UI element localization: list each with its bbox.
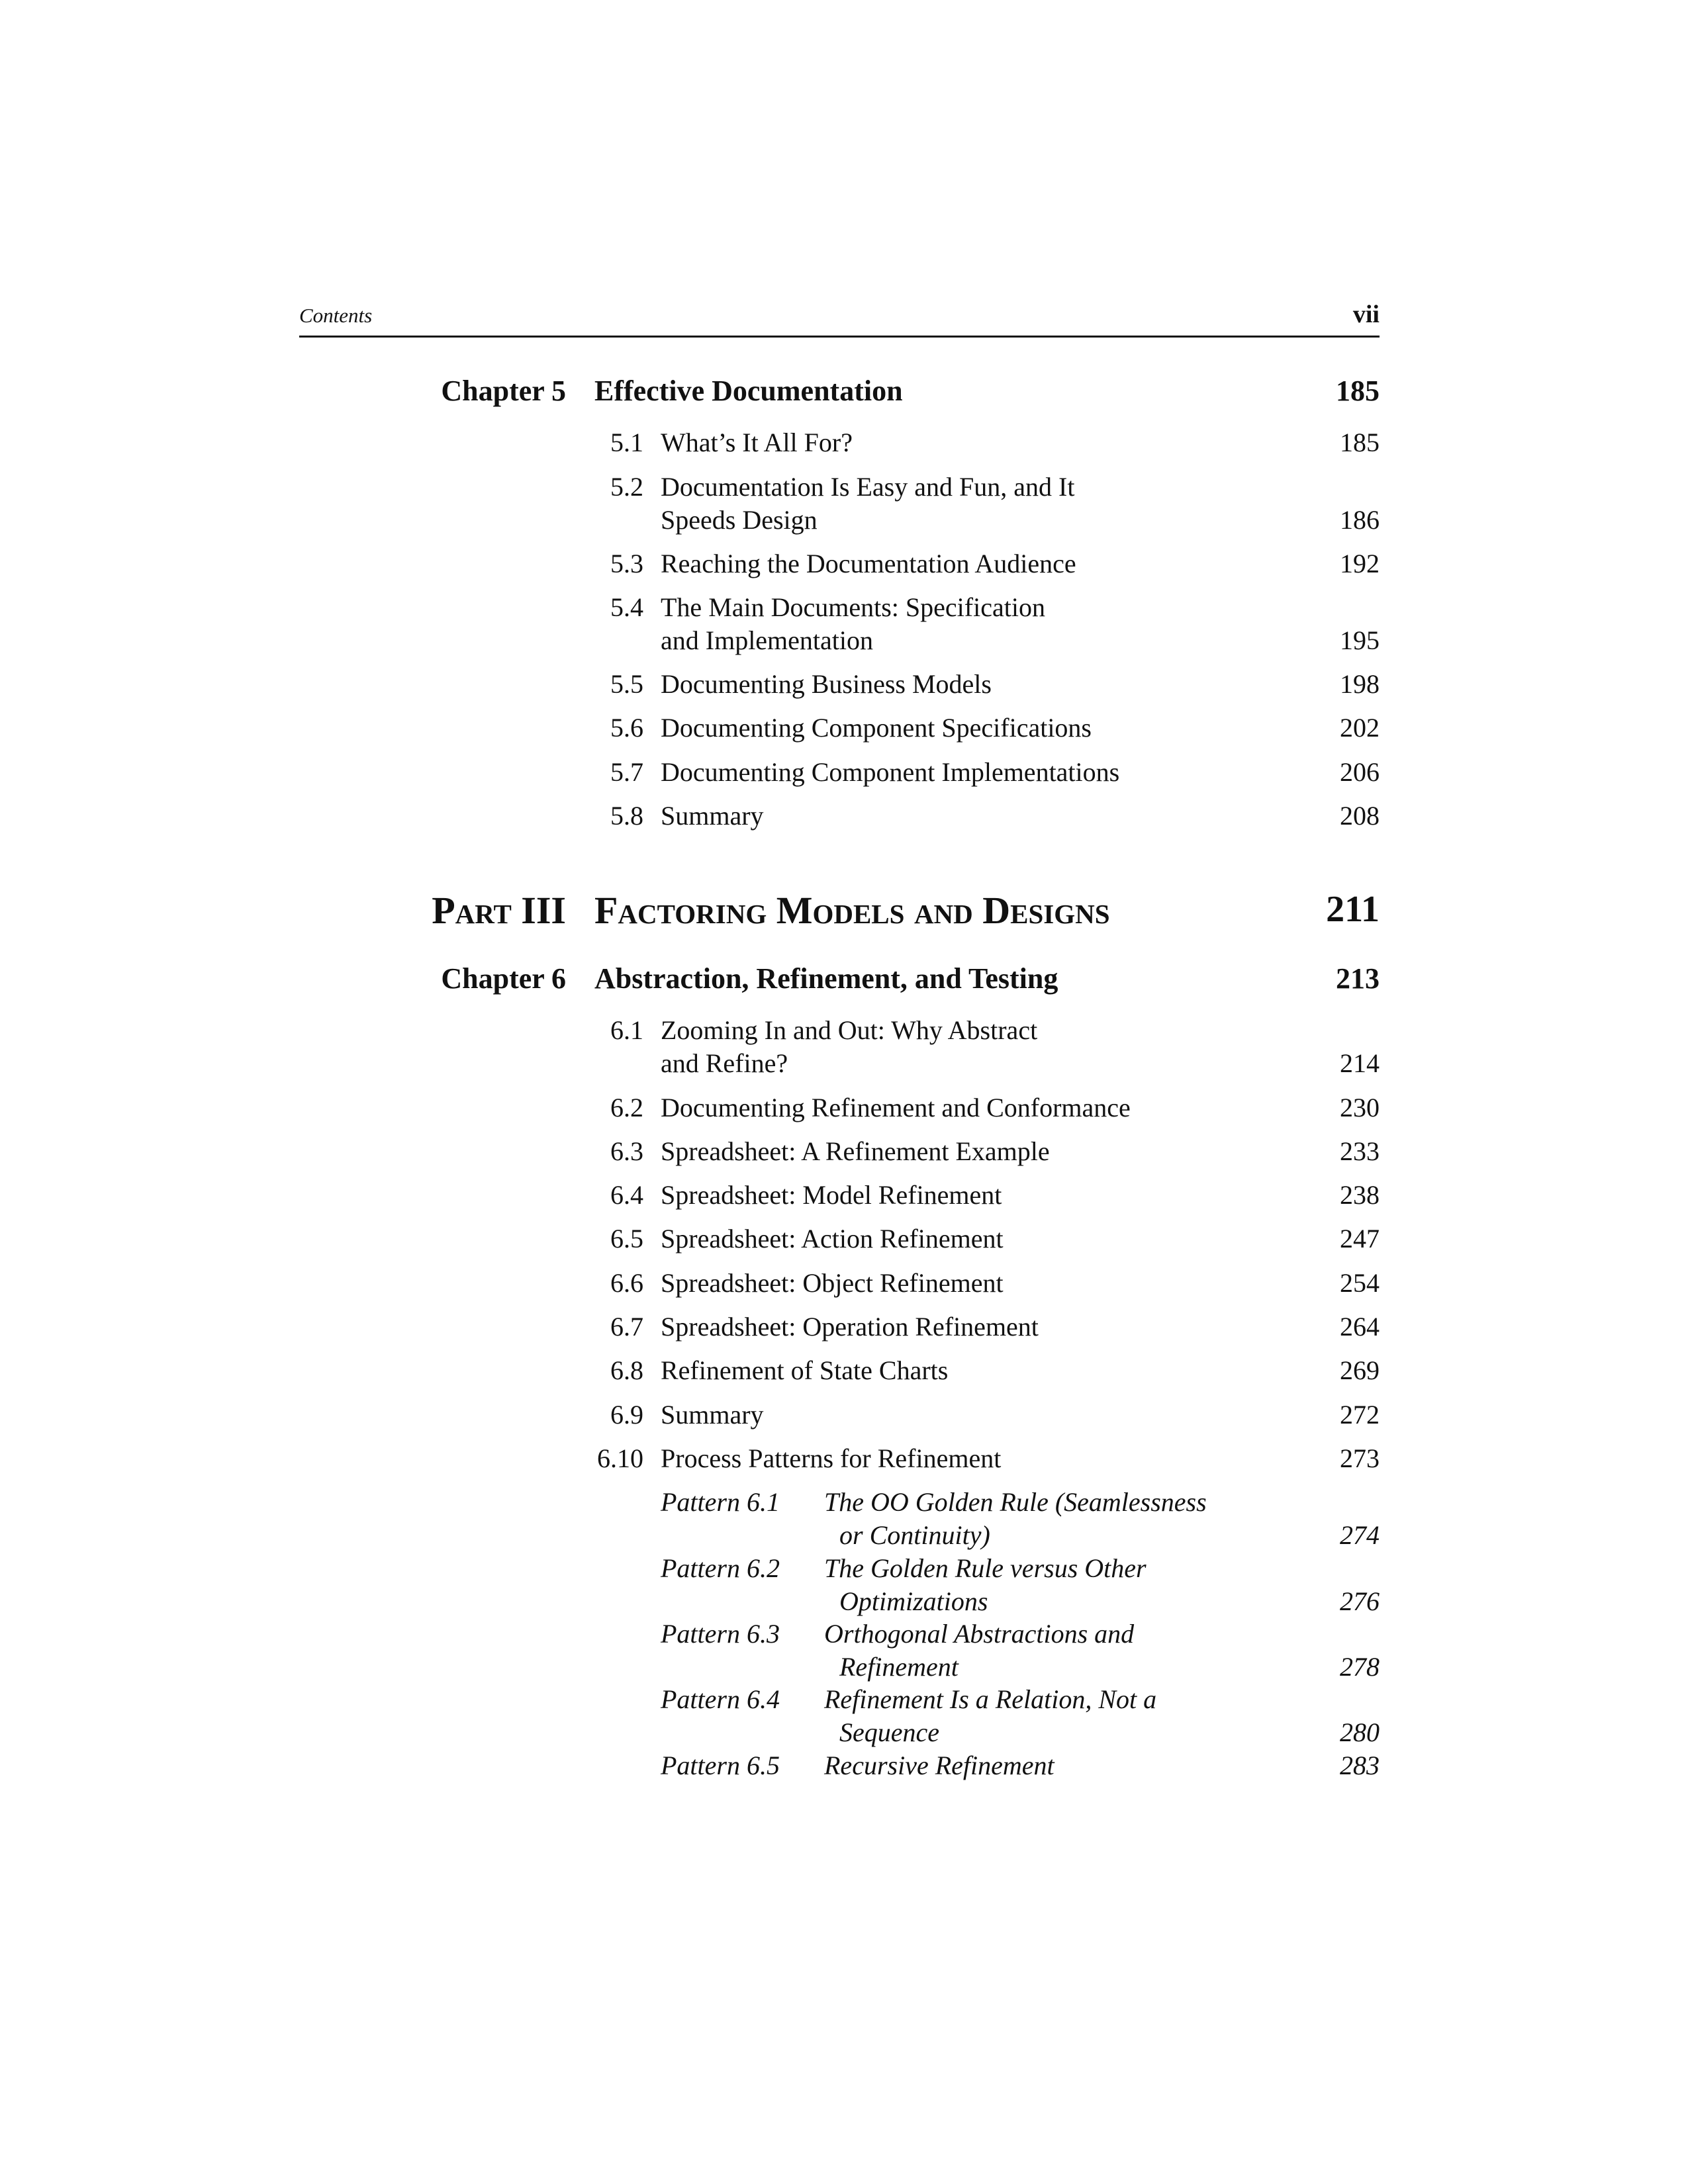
pattern-title-continued: Optimizations: [839, 1586, 988, 1616]
pattern-label: Pattern 6.3: [661, 1619, 780, 1649]
pattern-label: Pattern 6.2: [661, 1553, 780, 1583]
section-title: Documenting Component Implementations: [661, 757, 1120, 787]
section-title: Documenting Business Models: [661, 669, 992, 699]
pattern-title: Recursive Refinement: [824, 1751, 1055, 1780]
section-title: Reaching the Documentation Audience: [661, 549, 1076, 578]
section-title-continued: Speeds Design: [661, 505, 818, 535]
part-label: Part III: [432, 889, 566, 932]
section-title: Documenting Refinement and Conformance: [661, 1093, 1131, 1122]
section-number: 5.4: [610, 592, 643, 622]
section-page: 185: [1340, 428, 1380, 457]
chapter-page: 185: [1336, 375, 1380, 407]
section-number: 5.5: [610, 669, 643, 699]
running-header: [299, 301, 1380, 338]
section-number: 5.6: [610, 713, 643, 743]
section-number: 6.2: [610, 1093, 643, 1122]
section-page: 230: [1340, 1093, 1380, 1122]
section-page: 195: [1340, 625, 1380, 655]
section-page: 202: [1340, 713, 1380, 743]
section-title: Documentation Is Easy and Fun, and It: [661, 472, 1075, 502]
pattern-title-continued: or Continuity): [839, 1520, 990, 1550]
pattern-title: Orthogonal Abstractions and: [824, 1619, 1135, 1649]
section-number: 5.7: [610, 757, 643, 787]
section-title: Spreadsheet: Operation Refinement: [661, 1312, 1039, 1342]
section-page: 186: [1340, 505, 1380, 535]
section-title: Spreadsheet: Object Refinement: [661, 1268, 1004, 1298]
pattern-page: 278: [1340, 1652, 1380, 1682]
section-number: 5.1: [610, 428, 643, 457]
section-title: Summary: [661, 1400, 764, 1430]
section-number: 6.3: [610, 1136, 643, 1166]
section-page: 247: [1340, 1224, 1380, 1253]
section-page: 198: [1340, 669, 1380, 699]
pattern-title: Refinement Is a Relation, Not a: [824, 1684, 1157, 1714]
section-number: 5.2: [610, 472, 643, 502]
section-page: 264: [1340, 1312, 1380, 1342]
section-page: 208: [1340, 801, 1380, 831]
section-page: 214: [1340, 1048, 1380, 1078]
section-page: 273: [1340, 1443, 1380, 1473]
section-number: 5.3: [610, 549, 643, 578]
running-header-title: Contents: [299, 304, 373, 327]
pattern-label: Pattern 6.1: [661, 1487, 780, 1517]
pattern-page: 276: [1340, 1586, 1380, 1616]
chapter-label: Chapter 5: [441, 375, 566, 407]
section-title: Process Patterns for Refinement: [661, 1443, 1002, 1473]
section-title: Spreadsheet: A Refinement Example: [661, 1136, 1050, 1166]
pattern-title-continued: Refinement: [839, 1652, 959, 1682]
section-number: 5.8: [610, 801, 643, 831]
section-page: 269: [1340, 1355, 1380, 1385]
section-page: 254: [1340, 1268, 1380, 1298]
section-number: 6.7: [610, 1312, 643, 1342]
section-page: 272: [1340, 1400, 1380, 1430]
section-number: 6.8: [610, 1355, 643, 1385]
section-number: 6.10: [597, 1443, 643, 1473]
pattern-title: The OO Golden Rule (Seamlessness: [824, 1487, 1207, 1517]
section-title: Spreadsheet: Model Refinement: [661, 1180, 1002, 1210]
pattern-label: Pattern 6.4: [661, 1684, 780, 1714]
page-number: vii: [1352, 300, 1380, 328]
section-title: Refinement of State Charts: [661, 1355, 949, 1385]
section-number: 6.5: [610, 1224, 643, 1253]
section-title: The Main Documents: Specification: [661, 592, 1045, 622]
section-title: Spreadsheet: Action Refinement: [661, 1224, 1004, 1253]
section-title: Summary: [661, 801, 764, 831]
section-title-continued: and Implementation: [661, 625, 874, 655]
pattern-page: 280: [1340, 1717, 1380, 1747]
section-number: 6.6: [610, 1268, 643, 1298]
part-page: 211: [1326, 889, 1380, 930]
section-number: 6.9: [610, 1400, 643, 1430]
section-number: 6.1: [610, 1015, 643, 1045]
pattern-title-continued: Sequence: [839, 1717, 940, 1747]
chapter-title: Effective Documentation: [594, 375, 903, 407]
chapter-title: Abstraction, Refinement, and Testing: [594, 962, 1058, 995]
pattern-page: 274: [1340, 1520, 1380, 1550]
section-page: 206: [1340, 757, 1380, 787]
pattern-label: Pattern 6.5: [661, 1751, 780, 1780]
pattern-title: The Golden Rule versus Other: [824, 1553, 1147, 1583]
section-title: What’s It All For?: [661, 428, 853, 457]
section-page: 233: [1340, 1136, 1380, 1166]
section-page: 238: [1340, 1180, 1380, 1210]
section-title-continued: and Refine?: [661, 1048, 788, 1078]
chapter-page: 213: [1336, 962, 1380, 995]
section-page: 192: [1340, 549, 1380, 578]
part-title: Factoring Models and Designs: [594, 889, 1110, 932]
section-title: Documenting Component Specifications: [661, 713, 1092, 743]
section-number: 6.4: [610, 1180, 643, 1210]
pattern-page: 283: [1340, 1751, 1380, 1780]
section-title: Zooming In and Out: Why Abstract: [661, 1015, 1038, 1045]
chapter-label: Chapter 6: [441, 962, 566, 995]
